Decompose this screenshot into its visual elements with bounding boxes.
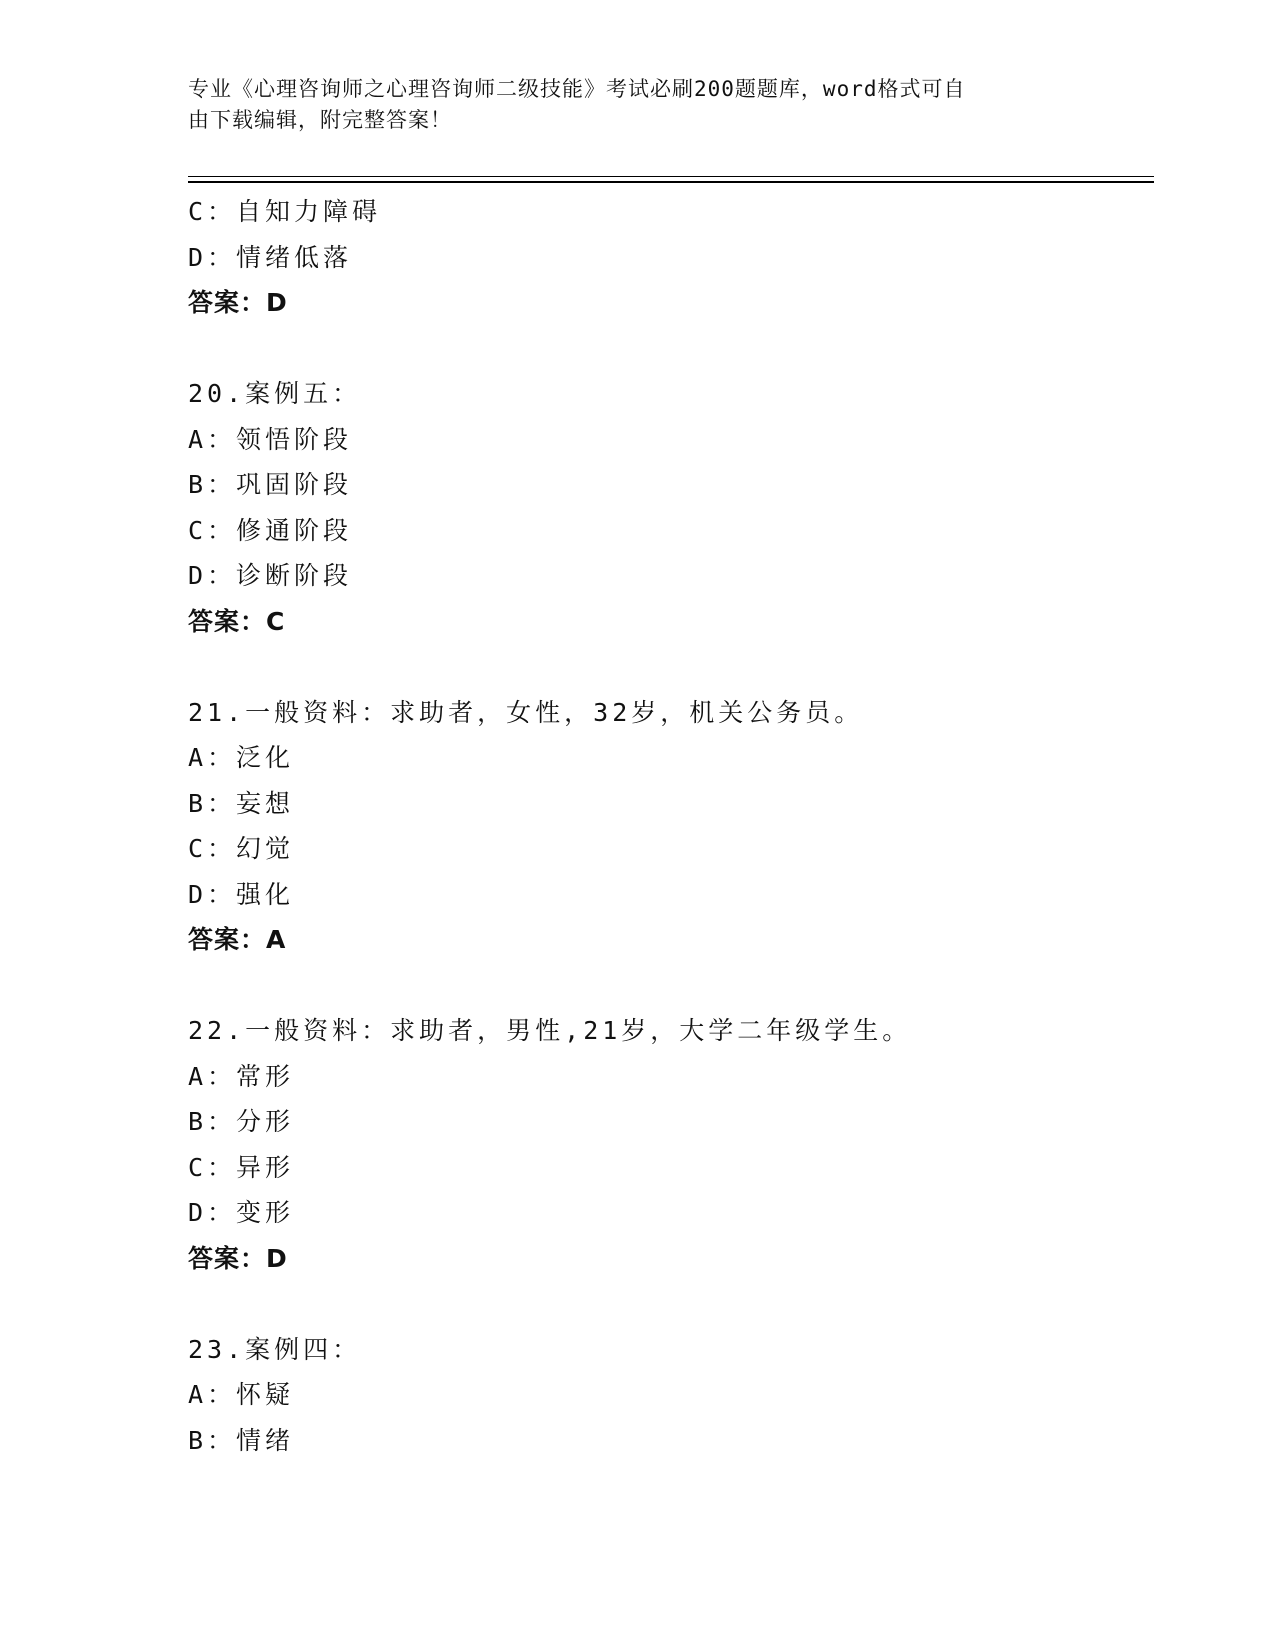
question-19-tail bbox=[188, 189, 1148, 326]
question-21 bbox=[188, 690, 1148, 963]
option-c: C：自知力障碍 bbox=[188, 197, 382, 226]
option-a: A：怀疑 bbox=[188, 1380, 295, 1409]
header-line-2: 由下载编辑，附完整答案！ bbox=[188, 108, 452, 132]
header-line-1: 专业《心理咨询师之心理咨询师二级技能》考试必刷200题题库，word格式可自 bbox=[188, 77, 966, 101]
question-list bbox=[188, 189, 1148, 1463]
option-c: C：修通阶段 bbox=[188, 515, 353, 545]
question-stem: 20.案例五： bbox=[188, 379, 362, 408]
answer-line: 答案：A bbox=[188, 925, 287, 954]
option-d: D：诊断阶段 bbox=[188, 561, 353, 590]
option-d: D：变形 bbox=[188, 1198, 295, 1227]
option-a: A：领悟阶段 bbox=[188, 424, 353, 454]
option-c: C：幻觉 bbox=[188, 834, 295, 863]
option-d: D：情绪低落 bbox=[188, 242, 353, 272]
option-b: B：情绪 bbox=[188, 1425, 295, 1455]
option-d: D：强化 bbox=[188, 879, 295, 909]
question-stem: 22.一般资料：求助者，男性,21岁，大学二年级学生。 bbox=[188, 1016, 912, 1045]
question-22 bbox=[188, 1008, 1148, 1281]
header-divider-thin bbox=[188, 176, 1154, 177]
spacer bbox=[188, 1281, 1148, 1327]
option-b: B：巩固阶段 bbox=[188, 470, 353, 499]
question-stem: 23.案例四： bbox=[188, 1334, 362, 1364]
option-a: A：泛化 bbox=[188, 743, 295, 772]
spacer bbox=[188, 644, 1148, 690]
option-a: A：常形 bbox=[188, 1061, 295, 1091]
option-b: B：分形 bbox=[188, 1107, 295, 1136]
question-20 bbox=[188, 371, 1148, 644]
question-23 bbox=[188, 1327, 1148, 1464]
answer-line: 答案：C bbox=[188, 606, 286, 636]
answer-line: 答案：D bbox=[188, 288, 288, 317]
document-header bbox=[188, 74, 1068, 136]
option-b: B：妄想 bbox=[188, 788, 295, 818]
spacer bbox=[188, 963, 1148, 1009]
option-c: C：异形 bbox=[188, 1152, 295, 1182]
answer-line: 答案：D bbox=[188, 1243, 288, 1273]
spacer bbox=[188, 326, 1148, 372]
header-divider-thick bbox=[188, 181, 1154, 183]
question-stem: 21.一般资料：求助者，女性，32岁，机关公务员。 bbox=[188, 697, 864, 727]
